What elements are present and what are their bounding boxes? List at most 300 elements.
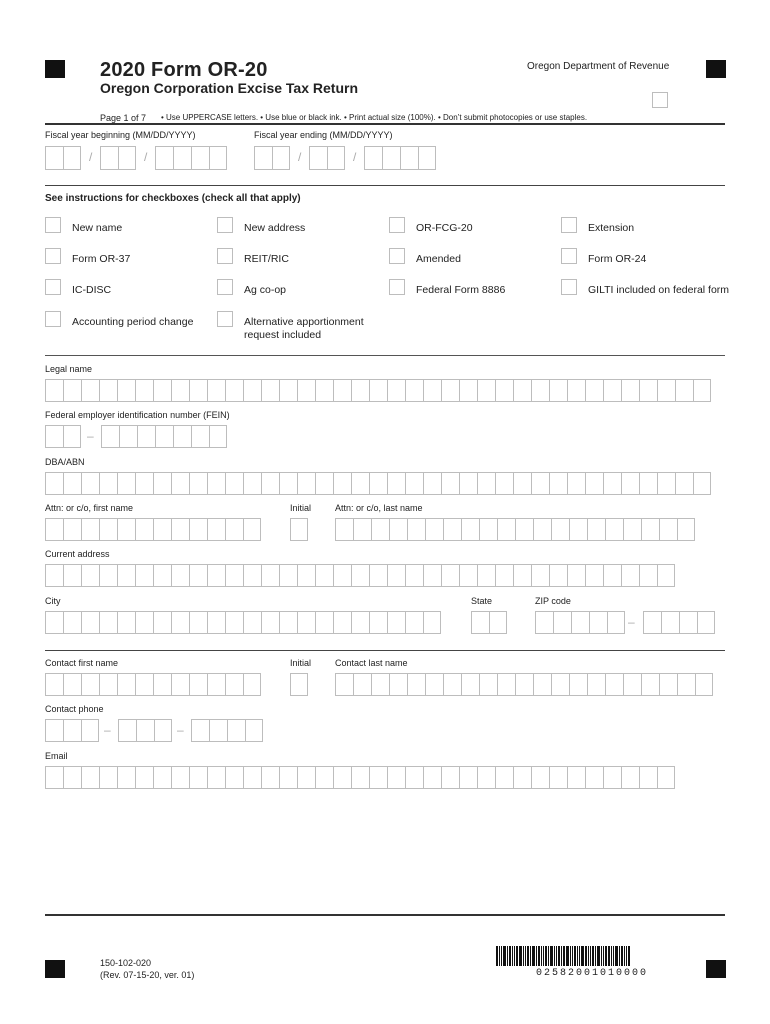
char-cell[interactable] bbox=[315, 472, 333, 495]
char-cell[interactable] bbox=[101, 425, 119, 448]
char-cell[interactable] bbox=[279, 611, 297, 634]
char-cell[interactable] bbox=[387, 564, 405, 587]
char-cell[interactable] bbox=[153, 518, 171, 541]
char-cell[interactable] bbox=[189, 564, 207, 587]
zip-plus4-field[interactable] bbox=[643, 611, 715, 634]
char-cell[interactable] bbox=[243, 518, 261, 541]
char-cell[interactable] bbox=[639, 564, 657, 587]
char-cell[interactable] bbox=[605, 518, 623, 541]
char-cell[interactable] bbox=[423, 379, 441, 402]
char-cell[interactable] bbox=[99, 564, 117, 587]
char-cell[interactable] bbox=[495, 379, 513, 402]
char-cell[interactable] bbox=[351, 472, 369, 495]
char-cell[interactable] bbox=[243, 611, 261, 634]
char-cell[interactable] bbox=[495, 766, 513, 789]
char-cell[interactable] bbox=[135, 518, 153, 541]
barcode-bar bbox=[509, 946, 511, 966]
address-field[interactable] bbox=[45, 564, 675, 587]
phone-line-field[interactable] bbox=[191, 719, 263, 742]
char-cell[interactable] bbox=[551, 673, 569, 696]
char-cell[interactable] bbox=[135, 766, 153, 789]
barcode-bar bbox=[563, 946, 565, 966]
char-cell[interactable] bbox=[441, 379, 459, 402]
char-cell[interactable] bbox=[607, 611, 625, 634]
dba-field[interactable] bbox=[45, 472, 711, 495]
char-cell[interactable] bbox=[405, 766, 423, 789]
char-cell[interactable] bbox=[63, 379, 81, 402]
char-cell[interactable] bbox=[225, 518, 243, 541]
char-cell[interactable] bbox=[191, 425, 209, 448]
char-cell[interactable] bbox=[99, 766, 117, 789]
char-cell[interactable] bbox=[153, 472, 171, 495]
char-cell[interactable] bbox=[369, 766, 387, 789]
char-cell[interactable] bbox=[335, 518, 353, 541]
char-cell[interactable] bbox=[443, 518, 461, 541]
char-cell[interactable] bbox=[261, 611, 279, 634]
char-cell[interactable] bbox=[549, 379, 567, 402]
ic-disc-checkbox[interactable] bbox=[45, 279, 61, 295]
form-or-24-checkbox[interactable] bbox=[561, 248, 577, 264]
char-cell[interactable] bbox=[279, 766, 297, 789]
char-cell[interactable] bbox=[171, 379, 189, 402]
char-cell[interactable] bbox=[461, 518, 479, 541]
char-cell[interactable] bbox=[531, 379, 549, 402]
char-cell[interactable] bbox=[99, 611, 117, 634]
state-field[interactable] bbox=[471, 611, 507, 634]
char-cell[interactable] bbox=[459, 472, 477, 495]
char-cell[interactable] bbox=[369, 564, 387, 587]
char-cell[interactable] bbox=[297, 379, 315, 402]
amended-checkbox[interactable] bbox=[389, 248, 405, 264]
char-cell[interactable] bbox=[657, 379, 675, 402]
char-cell[interactable] bbox=[225, 673, 243, 696]
char-cell[interactable] bbox=[117, 766, 135, 789]
char-cell[interactable] bbox=[81, 611, 99, 634]
char-cell[interactable] bbox=[209, 425, 227, 448]
char-cell[interactable] bbox=[297, 472, 315, 495]
fein-suffix-field[interactable] bbox=[101, 425, 227, 448]
char-cell[interactable] bbox=[697, 611, 715, 634]
char-cell[interactable] bbox=[117, 518, 135, 541]
char-cell[interactable] bbox=[117, 472, 135, 495]
fiscal-end-year[interactable] bbox=[364, 146, 436, 170]
char-cell[interactable] bbox=[171, 518, 189, 541]
char-cell[interactable] bbox=[81, 379, 99, 402]
char-cell[interactable] bbox=[603, 379, 621, 402]
char-cell[interactable] bbox=[675, 379, 693, 402]
barcode-bar bbox=[548, 946, 549, 966]
fiscal-end-day[interactable] bbox=[309, 146, 345, 170]
char-cell[interactable] bbox=[333, 766, 351, 789]
char-cell[interactable] bbox=[45, 518, 63, 541]
char-cell[interactable] bbox=[207, 766, 225, 789]
char-cell[interactable] bbox=[315, 611, 333, 634]
char-cell[interactable] bbox=[567, 766, 585, 789]
zip-field[interactable] bbox=[535, 611, 625, 634]
char-cell[interactable] bbox=[513, 564, 531, 587]
barcode-bar bbox=[514, 946, 515, 966]
char-cell[interactable] bbox=[405, 379, 423, 402]
char-cell[interactable] bbox=[661, 611, 679, 634]
char-cell[interactable] bbox=[495, 564, 513, 587]
char-cell[interactable] bbox=[639, 472, 657, 495]
or-fcg-20-checkbox[interactable] bbox=[389, 217, 405, 233]
char-cell[interactable] bbox=[171, 564, 189, 587]
char-cell[interactable] bbox=[533, 518, 551, 541]
char-cell[interactable] bbox=[495, 472, 513, 495]
char-cell[interactable] bbox=[63, 564, 81, 587]
new-name-checkbox[interactable] bbox=[45, 217, 61, 233]
char-cell[interactable] bbox=[81, 564, 99, 587]
char-cell[interactable] bbox=[189, 472, 207, 495]
char-cell[interactable] bbox=[153, 379, 171, 402]
char-cell[interactable] bbox=[585, 472, 603, 495]
char-cell[interactable] bbox=[513, 472, 531, 495]
fiscal-begin-month[interactable] bbox=[45, 146, 81, 170]
attn-first-field[interactable] bbox=[45, 518, 261, 541]
char-cell[interactable] bbox=[353, 518, 371, 541]
char-cell[interactable] bbox=[261, 766, 279, 789]
char-cell[interactable] bbox=[567, 564, 585, 587]
char-cell[interactable] bbox=[553, 611, 571, 634]
char-cell[interactable] bbox=[387, 472, 405, 495]
char-cell[interactable] bbox=[441, 564, 459, 587]
char-cell[interactable] bbox=[497, 518, 515, 541]
char-cell[interactable] bbox=[497, 673, 515, 696]
char-cell[interactable] bbox=[641, 673, 659, 696]
attn-last-field[interactable] bbox=[335, 518, 695, 541]
registration-mark-bottom-right bbox=[706, 960, 726, 978]
char-cell[interactable] bbox=[479, 518, 497, 541]
char-cell[interactable] bbox=[279, 379, 297, 402]
fiscal-begin-day[interactable] bbox=[100, 146, 136, 170]
char-cell[interactable] bbox=[441, 766, 459, 789]
char-cell[interactable] bbox=[171, 673, 189, 696]
char-cell[interactable] bbox=[623, 518, 641, 541]
char-cell[interactable] bbox=[441, 472, 459, 495]
char-cell[interactable] bbox=[135, 379, 153, 402]
char-cell[interactable] bbox=[135, 611, 153, 634]
alternative-apportionment-checkbox[interactable] bbox=[217, 311, 233, 327]
legal-name-field[interactable] bbox=[45, 379, 711, 402]
char-cell[interactable] bbox=[407, 518, 425, 541]
char-cell[interactable] bbox=[443, 673, 461, 696]
char-cell[interactable] bbox=[567, 379, 585, 402]
barcode-bar bbox=[530, 946, 531, 966]
char-cell[interactable] bbox=[315, 379, 333, 402]
char-cell[interactable] bbox=[117, 673, 135, 696]
char-cell[interactable] bbox=[81, 673, 99, 696]
char-cell[interactable] bbox=[119, 425, 137, 448]
char-cell[interactable] bbox=[513, 766, 531, 789]
contact-last-label: Contact last name bbox=[335, 658, 408, 668]
char-cell[interactable] bbox=[585, 564, 603, 587]
char-cell[interactable] bbox=[405, 564, 423, 587]
char-cell[interactable] bbox=[155, 425, 173, 448]
char-cell[interactable] bbox=[63, 766, 81, 789]
char-cell[interactable] bbox=[99, 518, 117, 541]
char-cell[interactable] bbox=[621, 564, 639, 587]
char-cell[interactable] bbox=[407, 673, 425, 696]
char-cell[interactable] bbox=[603, 564, 621, 587]
char-cell[interactable] bbox=[587, 673, 605, 696]
char-cell[interactable] bbox=[333, 472, 351, 495]
char-cell[interactable] bbox=[135, 472, 153, 495]
char-cell[interactable] bbox=[335, 673, 353, 696]
char-cell[interactable] bbox=[605, 673, 623, 696]
char-cell[interactable] bbox=[297, 611, 315, 634]
char-cell[interactable] bbox=[45, 564, 63, 587]
char-cell[interactable] bbox=[589, 611, 607, 634]
form-or-37-checkbox[interactable] bbox=[45, 248, 61, 264]
char-cell[interactable] bbox=[621, 472, 639, 495]
char-cell[interactable] bbox=[45, 766, 63, 789]
phone-area-field[interactable] bbox=[45, 719, 99, 742]
char-cell[interactable] bbox=[333, 379, 351, 402]
char-cell[interactable] bbox=[189, 673, 207, 696]
char-cell[interactable] bbox=[423, 766, 441, 789]
char-cell[interactable] bbox=[63, 673, 81, 696]
char-cell[interactable] bbox=[477, 379, 495, 402]
char-cell[interactable] bbox=[135, 673, 153, 696]
char-cell[interactable] bbox=[189, 518, 207, 541]
char-cell[interactable] bbox=[389, 518, 407, 541]
char-cell[interactable] bbox=[81, 518, 99, 541]
fiscal-begin-year[interactable] bbox=[155, 146, 227, 170]
char-cell[interactable] bbox=[99, 673, 117, 696]
extension-checkbox[interactable] bbox=[561, 217, 577, 233]
char-cell[interactable] bbox=[351, 766, 369, 789]
char-cell[interactable] bbox=[515, 518, 533, 541]
char-cell[interactable] bbox=[405, 611, 423, 634]
char-cell[interactable] bbox=[207, 564, 225, 587]
char-cell[interactable] bbox=[171, 611, 189, 634]
char-cell[interactable] bbox=[641, 518, 659, 541]
char-cell[interactable] bbox=[567, 472, 585, 495]
accounting-period-change-checkbox[interactable] bbox=[45, 311, 61, 327]
char-cell[interactable] bbox=[225, 472, 243, 495]
char-cell[interactable] bbox=[657, 472, 675, 495]
char-cell[interactable] bbox=[531, 472, 549, 495]
char-cell[interactable] bbox=[279, 472, 297, 495]
barcode-bar bbox=[558, 946, 560, 966]
char-cell[interactable] bbox=[693, 472, 711, 495]
char-cell[interactable] bbox=[45, 673, 63, 696]
char-cell[interactable] bbox=[153, 673, 171, 696]
char-cell[interactable] bbox=[117, 611, 135, 634]
char-cell[interactable] bbox=[351, 611, 369, 634]
char-cell[interactable] bbox=[369, 472, 387, 495]
contact-first-field[interactable] bbox=[45, 673, 261, 696]
char-cell[interactable] bbox=[425, 518, 443, 541]
char-cell[interactable] bbox=[621, 379, 639, 402]
char-cell[interactable] bbox=[639, 766, 657, 789]
reit-ric-checkbox[interactable] bbox=[217, 248, 233, 264]
char-cell[interactable] bbox=[189, 766, 207, 789]
char-cell[interactable] bbox=[571, 611, 589, 634]
char-cell[interactable] bbox=[207, 611, 225, 634]
dash: – bbox=[87, 429, 94, 443]
char-cell[interactable] bbox=[425, 673, 443, 696]
char-cell[interactable] bbox=[225, 379, 243, 402]
char-cell[interactable] bbox=[535, 611, 553, 634]
char-cell[interactable] bbox=[657, 766, 675, 789]
char-cell[interactable] bbox=[479, 673, 497, 696]
char-cell[interactable] bbox=[643, 611, 661, 634]
char-cell[interactable] bbox=[423, 564, 441, 587]
federal-form-8886-checkbox[interactable] bbox=[389, 279, 405, 295]
email-field[interactable] bbox=[45, 766, 675, 789]
char-cell[interactable] bbox=[207, 673, 225, 696]
char-cell[interactable] bbox=[135, 564, 153, 587]
char-cell[interactable] bbox=[621, 766, 639, 789]
char-cell[interactable] bbox=[585, 766, 603, 789]
char-cell[interactable] bbox=[585, 379, 603, 402]
char-cell[interactable] bbox=[477, 564, 495, 587]
city-field[interactable] bbox=[45, 611, 441, 634]
char-cell[interactable] bbox=[81, 472, 99, 495]
char-cell[interactable] bbox=[153, 611, 171, 634]
fiscal-end-month[interactable] bbox=[254, 146, 290, 170]
char-cell[interactable] bbox=[405, 472, 423, 495]
char-cell[interactable] bbox=[569, 673, 587, 696]
char-cell[interactable] bbox=[679, 611, 697, 634]
char-cell[interactable] bbox=[549, 766, 567, 789]
attn-initial-field[interactable] bbox=[290, 518, 308, 541]
registration-mark-top-right bbox=[706, 60, 726, 78]
char-cell[interactable] bbox=[369, 379, 387, 402]
char-cell[interactable] bbox=[549, 472, 567, 495]
char-cell[interactable] bbox=[153, 564, 171, 587]
char-cell[interactable] bbox=[387, 766, 405, 789]
char-cell[interactable] bbox=[171, 766, 189, 789]
char-cell[interactable] bbox=[351, 564, 369, 587]
char-cell[interactable] bbox=[137, 425, 155, 448]
char-cell[interactable] bbox=[261, 564, 279, 587]
char-cell[interactable] bbox=[207, 472, 225, 495]
char-cell[interactable] bbox=[63, 611, 81, 634]
char-cell[interactable] bbox=[315, 766, 333, 789]
char-cell[interactable] bbox=[371, 673, 389, 696]
char-cell[interactable] bbox=[389, 673, 407, 696]
header-checkbox[interactable] bbox=[652, 92, 668, 108]
char-cell[interactable] bbox=[225, 564, 243, 587]
char-cell[interactable] bbox=[459, 379, 477, 402]
char-cell[interactable] bbox=[515, 673, 533, 696]
char-cell[interactable] bbox=[189, 611, 207, 634]
contact-initial-field[interactable] bbox=[290, 673, 308, 696]
char-cell[interactable] bbox=[243, 564, 261, 587]
char-cell[interactable] bbox=[207, 379, 225, 402]
char-cell[interactable] bbox=[387, 379, 405, 402]
char-cell[interactable] bbox=[45, 611, 63, 634]
char-cell[interactable] bbox=[531, 766, 549, 789]
char-cell[interactable] bbox=[261, 379, 279, 402]
char-cell[interactable] bbox=[513, 379, 531, 402]
char-cell[interactable] bbox=[297, 564, 315, 587]
char-cell[interactable] bbox=[423, 611, 441, 634]
char-cell[interactable] bbox=[99, 472, 117, 495]
char-cell[interactable] bbox=[315, 564, 333, 587]
char-cell[interactable] bbox=[549, 564, 567, 587]
char-cell[interactable] bbox=[333, 564, 351, 587]
char-cell[interactable] bbox=[173, 425, 191, 448]
char-cell[interactable] bbox=[189, 379, 207, 402]
char-cell[interactable] bbox=[225, 611, 243, 634]
char-cell[interactable] bbox=[81, 766, 99, 789]
char-cell[interactable] bbox=[243, 379, 261, 402]
char-cell[interactable] bbox=[297, 766, 315, 789]
char-cell[interactable] bbox=[551, 518, 569, 541]
char-cell[interactable] bbox=[603, 472, 621, 495]
char-cell[interactable] bbox=[353, 673, 371, 696]
char-cell[interactable] bbox=[639, 379, 657, 402]
new-address-checkbox[interactable] bbox=[217, 217, 233, 233]
char-cell[interactable] bbox=[261, 472, 279, 495]
char-cell[interactable] bbox=[459, 564, 477, 587]
char-cell[interactable] bbox=[693, 379, 711, 402]
char-cell[interactable] bbox=[225, 766, 243, 789]
char-cell[interactable] bbox=[117, 564, 135, 587]
char-cell[interactable] bbox=[207, 518, 225, 541]
reit-ric-label: REIT/RIC bbox=[244, 253, 289, 265]
char-cell[interactable] bbox=[333, 611, 351, 634]
char-cell[interactable] bbox=[99, 379, 117, 402]
char-cell[interactable] bbox=[603, 766, 621, 789]
ag-co-op-checkbox[interactable] bbox=[217, 279, 233, 295]
char-cell[interactable] bbox=[477, 766, 495, 789]
char-cell[interactable] bbox=[45, 379, 63, 402]
char-cell[interactable] bbox=[171, 472, 189, 495]
char-cell[interactable] bbox=[371, 518, 389, 541]
char-cell[interactable] bbox=[623, 673, 641, 696]
char-cell[interactable] bbox=[587, 518, 605, 541]
char-cell[interactable] bbox=[569, 518, 587, 541]
char-cell[interactable] bbox=[477, 472, 495, 495]
barcode-bar bbox=[619, 946, 620, 966]
char-cell[interactable] bbox=[677, 518, 695, 541]
char-cell[interactable] bbox=[63, 518, 81, 541]
char-cell[interactable] bbox=[387, 611, 405, 634]
char-cell[interactable] bbox=[63, 472, 81, 495]
fein-prefix-field[interactable] bbox=[45, 425, 81, 448]
char-cell[interactable] bbox=[279, 564, 297, 587]
char-cell[interactable] bbox=[369, 611, 387, 634]
char-cell[interactable] bbox=[117, 379, 135, 402]
char-cell[interactable] bbox=[153, 766, 171, 789]
char-cell[interactable] bbox=[659, 673, 677, 696]
char-cell[interactable] bbox=[243, 766, 261, 789]
phone-prefix-field[interactable] bbox=[118, 719, 172, 742]
char-cell[interactable] bbox=[351, 379, 369, 402]
char-cell[interactable] bbox=[695, 673, 713, 696]
registration-mark-bottom-left bbox=[45, 960, 65, 978]
char-cell[interactable] bbox=[533, 673, 551, 696]
char-cell[interactable] bbox=[531, 564, 549, 587]
char-cell[interactable] bbox=[675, 472, 693, 495]
char-cell[interactable] bbox=[243, 673, 261, 696]
char-cell[interactable] bbox=[677, 673, 695, 696]
char-cell[interactable] bbox=[459, 766, 477, 789]
char-cell[interactable] bbox=[423, 472, 441, 495]
char-cell[interactable] bbox=[45, 472, 63, 495]
char-cell[interactable] bbox=[243, 472, 261, 495]
gilti-checkbox[interactable] bbox=[561, 279, 577, 295]
char-cell[interactable] bbox=[657, 564, 675, 587]
contact-last-field[interactable] bbox=[335, 673, 713, 696]
char-cell[interactable] bbox=[461, 673, 479, 696]
char-cell[interactable] bbox=[659, 518, 677, 541]
